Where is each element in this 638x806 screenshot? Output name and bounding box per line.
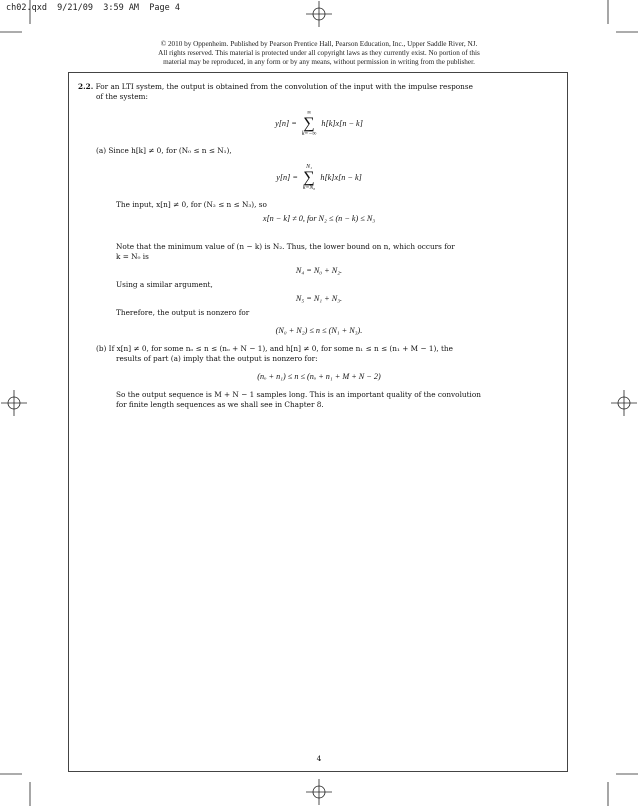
equation-output-range: (N₀ + N₂) ≤ n ≤ (N₁ + N₃). [275, 326, 363, 335]
print-slug: ch02.qxd 9/21/09 3:59 AM Page 4 [6, 3, 180, 13]
equation-input-bound: x[n − k] ≠ 0, for N₂ ≤ (n − k) ≤ N₃ [262, 214, 376, 223]
eq-lhs: y[n] = [276, 172, 298, 182]
problem-number: 2.2. [78, 82, 94, 91]
copyright-line: All rights reserved. This material is protected under all copyright laws as they currently exist. No portion of this [158, 49, 480, 57]
input-condition: The input, x[n] ≠ 0, for (N₂ ≤ n ≤ N₃), so [116, 200, 267, 209]
equation-n5: N₅ = N₁ + N₃. [295, 294, 343, 303]
eq-rhs: h[k]x[n − k] [321, 118, 363, 128]
intro-text-cont: of the system: [96, 92, 148, 101]
registration-mark-top [306, 1, 332, 27]
eq-rhs: h[k]x[n − k] [320, 172, 362, 182]
sum-upper-limit: N₁ [306, 164, 313, 170]
sigma-symbol: ∑ [303, 169, 315, 186]
page-number: 4 [316, 754, 322, 763]
eq-lhs: y[n] = [275, 118, 297, 128]
part-b-text: (b) If x[n] ≠ 0, for some nₒ ≤ n ≤ (nₒ + N − 1), and h[n] ≠ 0, for some n₁ ≤ n ≤ (n₁ + M − 1), the [96, 344, 453, 353]
intro-text: For an LTI system, the output is obtained from the convolution of the input with the impulse response [95, 82, 473, 91]
copyright-line: © 2010 by Oppenheim. Published by Pearson Prentice Hall, Pearson Education, Inc., Upper Saddle River, NJ. [160, 40, 478, 48]
part-a-intro: (a) Since h[k] ≠ 0, for (N₀ ≤ n ≤ N₁), [96, 146, 232, 155]
part-b-text-cont: results of part (a) imply that the output is nonzero for: [116, 354, 318, 363]
sum-lower-limit: k=N₀ [302, 185, 316, 191]
equation-convolution [78, 110, 560, 138]
solution-body [78, 82, 560, 410]
sigma-symbol: ∑ [303, 115, 315, 132]
equation-finite-range: (nₒ + n₁) ≤ n ≤ (nₒ + n₁ + M + N − 2) [257, 372, 381, 381]
similar-argument-text: Using a similar argument, [116, 280, 213, 289]
note-text: Note that the minimum value of (n − k) is N₂. Thus, the lower bound on n, which occurs for [116, 242, 455, 251]
equation-partial-sum [78, 164, 560, 192]
note-text-cont: k = N₀ is [116, 252, 149, 261]
sum-upper-limit: ∞ [307, 110, 312, 116]
therefore-text: Therefore, the output is nonzero for [116, 308, 250, 317]
registration-mark-left [1, 390, 27, 416]
copyright-line: material may be reproduced, in any form or by any means, without permission in writing from the publisher. [163, 58, 475, 66]
equation-n4: N₄ = N₀ + N₂. [295, 266, 343, 275]
conclusion-text-cont: for finite length sequences as we shall see in Chapter 8. [116, 400, 324, 409]
summation [302, 110, 317, 138]
copyright-notice [120, 40, 518, 67]
sum-lower-limit: k=−∞ [301, 131, 317, 137]
summation [303, 164, 315, 192]
registration-mark-bottom [306, 779, 332, 805]
problem-intro [78, 82, 560, 92]
registration-mark-right [611, 390, 637, 416]
conclusion-text: So the output sequence is M + N − 1 samples long. This is an important quality of the convolution [116, 390, 481, 399]
